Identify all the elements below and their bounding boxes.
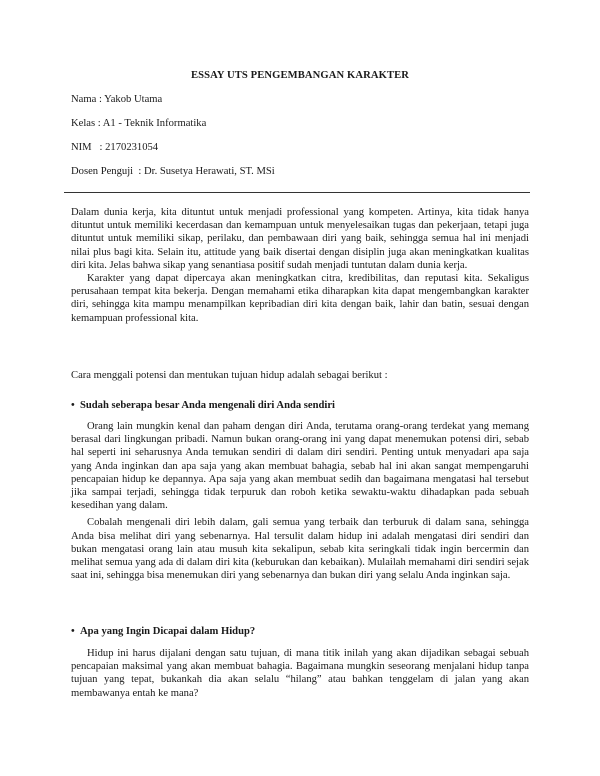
- section-2-paragraph-1: Hidup ini harus dijalani dengan satu tujuan, di mana titik inilah yang akan dijadikan sebagai sebuah pencapaian maksimal yang akan membuat bahagia. Bagaimana mungkin seseorang menjalani hidup tanpa tujuan yang tepat, bukankah dia akan selalu “hilang” atau bahkan tenggelam di jalan yang akan membawanya entah ke mana?: [71, 648, 529, 699]
- section-1-paragraph-2: Cobalah mengenali diri lebih dalam, gali semua yang terbaik dan terburuk di dalam sana, sehingga Anda bisa melihat diri yang sebenarnya. Hal tersulit dalam hidup ini adalah mengatasi diri sendiri dan bukan mengatasi orang lain atau musuh kita sekalipun, sebab kita seringkali tidak ingin bercermin dan melihat semua yang ada di dalam diri kita (keburukan dan kebaikan). Mulailah memahami diri sendiri sejak saat ini, sehingga bisa menemukan diri yang sebenarnya dan bukan diri yang selalu Anda inginkan saja.: [71, 517, 529, 582]
- bullet-icon: •: [71, 400, 75, 411]
- bullet-icon: •: [71, 626, 75, 637]
- student-class: Kelas : A1 - Teknik Informatika: [71, 118, 207, 129]
- examiner: Dosen Penguji : Dr. Susetya Herawati, ST. MSi: [71, 166, 275, 177]
- intro-list-lead: [71, 369, 529, 382]
- section-1-paragraph-1: Orang lain mungkin kenal dan paham dengan diri Anda, terutama orang-orang terdekat yang memang berasal dari lingkungan pribadi. Namun bukan orang-orang ini yang dapat menemukan potensi diri, sebab hal seperti ini seharusnya Anda temukan sendiri di dalam diri sendiri. Penting untuk menyadari apa saja yang Anda inginkan dan apa saja yang akan membuat bahagia, sebab hal ini akan sangat mempengaruhi pencapaian hidup ke depannya. Apa saja yang akan membuat sedih dan bagaimana mengatasi hal tersebut jika sampai terjadi, sehingga tidak terpuruk dan roboh ketika sewaktu-waktu dihadapkan pada sebuah kesedihan yang dalam.: [71, 421, 529, 512]
- section-heading-2-text: Apa yang Ingin Dicapai dalam Hidup?: [80, 626, 256, 637]
- header-divider: [64, 192, 530, 193]
- intro-paragraph-3: Cara menggali potensi dan mentukan tujuan hidup adalah sebagai berikut :: [71, 370, 388, 381]
- section-heading-1: [71, 399, 335, 412]
- student-name: Nama : Yakob Utama: [71, 94, 163, 105]
- section-heading-1-text: Sudah seberapa besar Anda mengenali diri Anda sendiri: [80, 400, 335, 411]
- section-heading-2: [71, 625, 255, 638]
- section-1-block: [71, 420, 529, 582]
- intro-block: [71, 206, 529, 325]
- document-title: ESSAY UTS PENGEMBANGAN KARAKTER: [190, 70, 410, 81]
- intro-paragraph-2: Karakter yang dapat dipercaya akan meningkatkan citra, kredibilitas, dan reputasi kita. Sekaligus perusahaan tempat kita bekerja. Dengan memahami etika diharapkan kita dapat mengembangkan karakter diri, sehingga kita mampu menampilkan kepribadian diri kita dengan baik, lahir dan batin, sesuai dengan kemampuan professional kita.: [71, 273, 529, 324]
- section-2-block: [71, 647, 529, 700]
- intro-paragraph-1: Dalam dunia kerja, kita dituntut untuk menjadi professional yang kompeten. Artinya, kita tidak hanya dituntut untuk memiliki kecerdasan dan kemampuan untuk menyelesaikan tugas dan pekerjaan, tetapi juga dituntut untuk memiliki sikap, perilaku, dan pembawaan diri yang baik, sehingga semua hal ini menjadi nilai plus bagi kita. Selain itu, attitude yang baik disertai dengan disiplin juga akan meningkatkan kualitas diri kita. Jelas bahwa sikap yang senantiasa positif sudah menjadi tuntutan dalam dunia kerja.: [71, 207, 529, 271]
- student-nim: NIM : 2170231054: [71, 142, 159, 153]
